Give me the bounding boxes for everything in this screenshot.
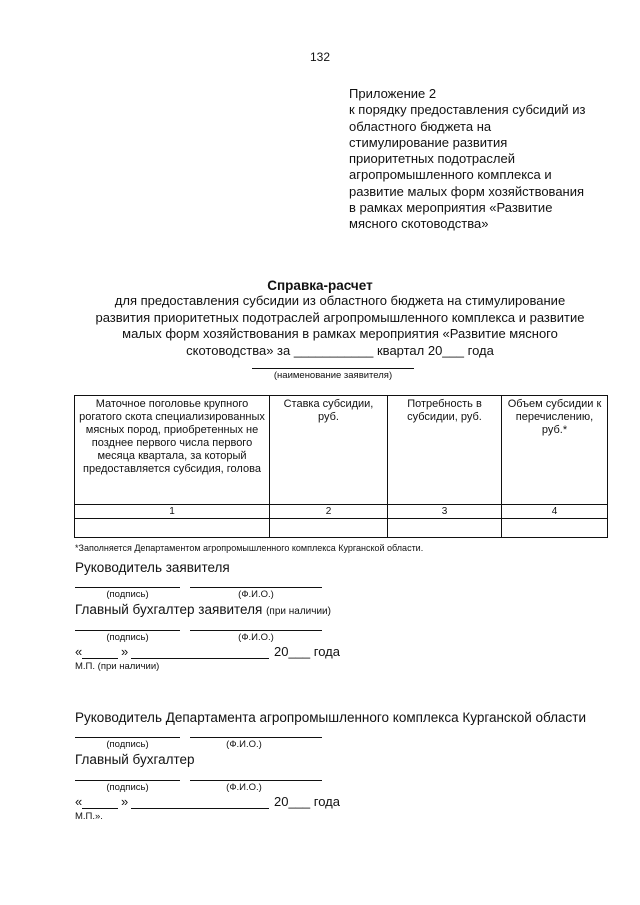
table-number-row (75, 505, 608, 519)
date-day-line (82, 808, 118, 809)
applicant-name-caption: (наименование заявителя) (273, 370, 393, 381)
appendix-line: приоритетных подотраслей (349, 151, 515, 167)
footnote: *Заполняется Департаментом агропромышленного комплекса Курганской области. (75, 543, 424, 553)
appendix-line: агропромышленного комплекса и (349, 167, 552, 183)
date-day-line (82, 658, 118, 659)
name-caption: (Ф.И.О.) (226, 739, 262, 750)
applicant-accountant (75, 602, 331, 617)
table-header-row (75, 396, 608, 505)
table-header-cell: Объем субсидии к перечислению, руб.* (502, 396, 608, 505)
name-caption: (Ф.И.О.) (238, 589, 274, 600)
name-caption: (Ф.И.О.) (238, 632, 274, 643)
column-number: 2 (270, 505, 388, 519)
department-head-label: Руководитель Департамента агропромышленного комплекса Курганской области (75, 710, 587, 725)
applicant-name-line (252, 368, 414, 369)
column-number: 3 (388, 505, 502, 519)
department-seal: М.П.». (75, 811, 103, 822)
signature-caption: (подпись) (106, 632, 149, 643)
appendix-line: Приложение 2 (349, 86, 437, 101)
name-line (190, 737, 322, 738)
table-row (75, 519, 608, 538)
applicant-seal: М.П. (при наличии) (75, 661, 160, 672)
column-number: 4 (502, 505, 608, 519)
document-title: Справка-расчет (267, 278, 373, 293)
signature-line (75, 630, 180, 631)
appendix-line: стимулирование развития (349, 134, 508, 150)
column-number: 1 (75, 505, 270, 519)
signature-caption: (подпись) (106, 589, 149, 600)
signature-caption: (подпись) (106, 782, 149, 793)
table-header-cell: Потребность в субсидии, руб. (388, 396, 502, 505)
department-date-open: « (75, 794, 83, 809)
date-month-line (131, 808, 269, 809)
signature-caption: (подпись) (106, 739, 149, 750)
page-number: 132 (309, 50, 331, 64)
appendix-block (349, 86, 624, 233)
applicant-accountant-label: Главный бухгалтер заявителя (75, 602, 263, 617)
appendix-line: мясного скотоводства» (349, 216, 489, 232)
name-line (190, 780, 322, 781)
date-month-line (131, 658, 269, 659)
subtitle-line: скотоводства» за ___________ квартал 20___ года (186, 342, 494, 358)
signature-line (75, 780, 180, 781)
name-line (190, 630, 322, 631)
table-cell (502, 519, 608, 538)
subtitle-line: развития приоритетных подотраслей агропромышленного комплекса и развитие (95, 309, 585, 325)
document-subtitle (60, 293, 620, 359)
table-cell (270, 519, 388, 538)
department-date-close: » (121, 794, 129, 809)
table-cell (75, 519, 270, 538)
subtitle-line: малых форм хозяйствования в рамках мероприятия «Развитие мясного (122, 326, 558, 341)
signature-line (75, 737, 180, 738)
applicant-date-close: » (121, 644, 129, 659)
table-header-cell: Ставка субсидии, руб. (270, 396, 388, 505)
name-line (190, 587, 322, 588)
department-accountant-label: Главный бухгалтер (75, 752, 195, 767)
table-header-cell: Маточное поголовье крупного рогатого скота специализированных мясных пород, приобретенных не позднее первого числа первого месяца квартала, за который предоставляется субсидия, голова (75, 396, 270, 505)
table-cell (388, 519, 502, 538)
subtitle-line: для предоставления субсидии из областного бюджета на стимулирование (114, 293, 566, 308)
appendix-line: к порядку предоставления субсидий из (349, 102, 586, 118)
appendix-line: развитие малых форм хозяйствования (349, 183, 585, 199)
appendix-line: областного бюджета на (349, 118, 492, 134)
subsidy-table (74, 395, 608, 538)
signature-line (75, 587, 180, 588)
applicant-accountant-note: (при наличии) (266, 606, 331, 617)
name-caption: (Ф.И.О.) (226, 782, 262, 793)
appendix-line: в рамках мероприятия «Развитие (349, 200, 553, 216)
applicant-date-open: « (75, 644, 83, 659)
applicant-head-label: Руководитель заявителя (75, 560, 230, 575)
applicant-date-year: 20___ года (274, 644, 340, 659)
department-date-year: 20___ года (274, 794, 340, 809)
